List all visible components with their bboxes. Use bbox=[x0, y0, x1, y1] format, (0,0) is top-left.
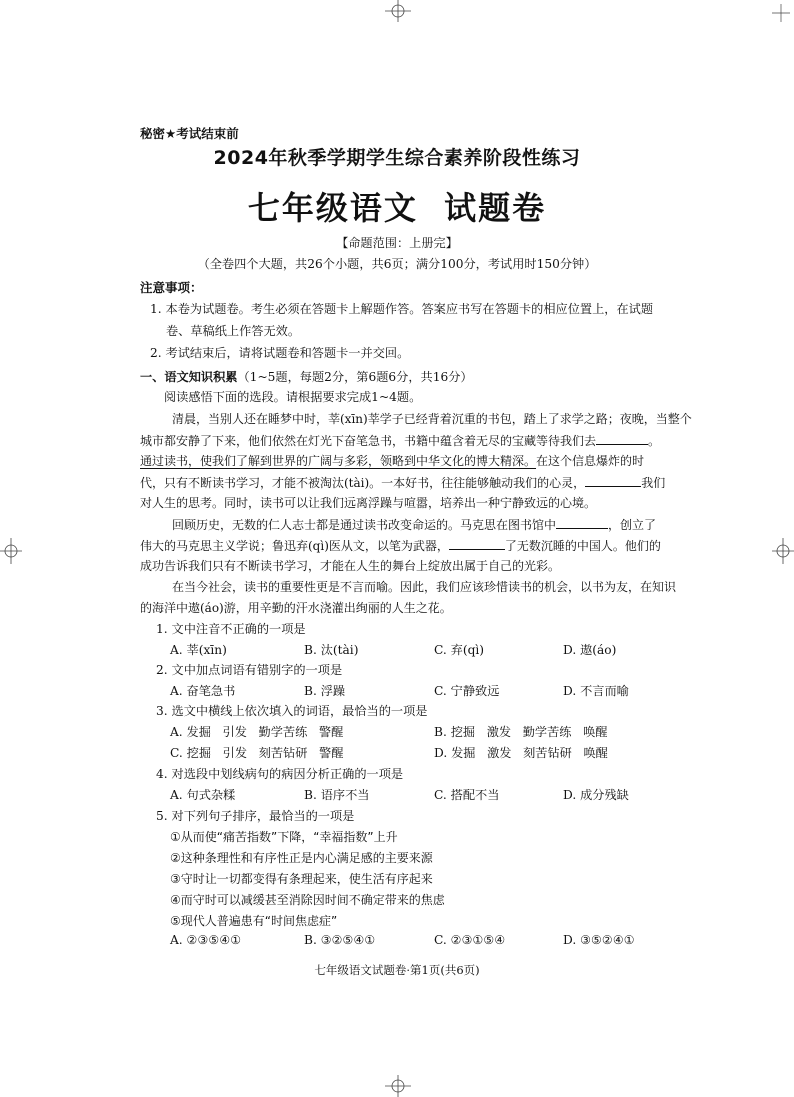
passage-p3-line2: 的海洋中遨(áo)游，用辛勤的汗水浇灌出绚丽的人生之花。 bbox=[140, 601, 452, 615]
paper-title: 七年级语文 试题卷 bbox=[247, 189, 547, 227]
registration-mark-bottom bbox=[385, 1075, 411, 1097]
registration-mark-top bbox=[385, 0, 411, 22]
question-5-options bbox=[170, 933, 660, 953]
section-1-intro: 阅读感悟下面的选段。请根据要求完成1~4题。 bbox=[164, 390, 422, 404]
question-3-options-row2 bbox=[170, 744, 660, 764]
passage-p1-line4: 代，只有不断读书学习，才能不被淘汰(tài)。一本好书，往往能够触动我们的心灵， 我们 bbox=[140, 473, 665, 491]
question-4-options bbox=[170, 786, 660, 806]
q3-option-b[interactable]: B. 挖掘 激发 勤学苦练 唤醒 bbox=[434, 725, 608, 739]
q4-option-c[interactable]: C. 搭配不当 bbox=[434, 788, 500, 802]
q2-option-b[interactable]: B. 浮躁 bbox=[304, 684, 346, 698]
scope-note: 【命题范围：上册完】 bbox=[336, 236, 458, 250]
question-4: 4. 对选段中划线病句的病因分析正确的一项是 bbox=[156, 767, 404, 781]
passage-p2-line2: 伟大的马克思主义学说；鲁迅弃(qì)医从文，以笔为武器， 了无数沉睡的中国人。他们的 bbox=[140, 536, 661, 554]
question-3: 3. 选文中横线上依次填入的词语，最恰当的一项是 bbox=[156, 704, 428, 718]
q5-sentence-5: ⑤现代人普遍患有“时间焦虑症” bbox=[170, 914, 338, 928]
question-3-options-row1 bbox=[170, 723, 660, 743]
question-5: 5. 对下列句子排序，最恰当的一项是 bbox=[156, 809, 355, 823]
q2-option-d[interactable]: D. 不言而喻 bbox=[563, 684, 629, 698]
q4-option-b[interactable]: B. 语序不当 bbox=[304, 788, 370, 802]
q2-option-a[interactable]: A. 奋笔急书 bbox=[170, 684, 236, 698]
question-1-options bbox=[170, 641, 660, 661]
notice-item-1-cont: 卷、草稿纸上作答无效。 bbox=[166, 324, 301, 338]
q5-option-d[interactable]: D. ③⑤②④① bbox=[563, 933, 635, 947]
exam-title: 2024年秋季学期学生综合素养阶段性练习 bbox=[213, 147, 581, 169]
section-1-heading bbox=[140, 368, 473, 385]
blank-3 bbox=[556, 515, 608, 529]
registration-mark-left bbox=[0, 538, 22, 564]
passage-p2-line3: 成功告诉我们只有不断读书学习，才能在人生的舞台上绽放出属于自己的光彩。 bbox=[140, 559, 561, 573]
underlined-sick-sentence: 通过读书，使我们了解到世界的广阔与多彩，领略到中华文化的博大精深。 bbox=[140, 454, 537, 468]
q5-sentence-3: ③守时让一切都变得有条理起来，使生活有序起来 bbox=[170, 872, 433, 886]
q3-option-a[interactable]: A. 发掘 引发 勤学苦练 警醒 bbox=[170, 725, 344, 739]
q4-option-d[interactable]: D. 成分残缺 bbox=[563, 788, 629, 802]
q3-option-c[interactable]: C. 挖掘 引发 刻苦钻研 警醒 bbox=[170, 746, 344, 760]
passage-p1-line5: 对人生的思考。同时，读书可以让我们远离浮躁与喧嚣，培养出一种宁静致远的心境。 bbox=[140, 496, 597, 510]
exam-info: （全卷四个大题，共26个小题，共6页；满分100分，考试用时150分钟） bbox=[197, 257, 597, 271]
blank-2 bbox=[585, 473, 641, 487]
q5-sentence-2: ②这种条理性和有序性正是内心满足感的主要来源 bbox=[170, 851, 433, 865]
question-2: 2. 文中加点词语有错别字的一项是 bbox=[156, 663, 343, 677]
section-1-note: （1~5题，每题2分，第6题6分，共16分） bbox=[237, 370, 473, 384]
secret-label: 秘密★考试结束前 bbox=[140, 126, 239, 141]
q3-option-d[interactable]: D. 发掘 激发 刻苦钻研 唤醒 bbox=[434, 746, 608, 760]
q5-sentence-4: ④而守时可以减缓甚至消除因时间不确定带来的焦虑 bbox=[170, 893, 445, 907]
q1-option-b[interactable]: B. 汰(tài) bbox=[304, 643, 359, 657]
registration-mark-right bbox=[772, 538, 794, 564]
q2-option-c[interactable]: C. 宁静致远 bbox=[434, 684, 500, 698]
passage-p2-line1: 回顾历史，无数的仁人志士都是通过读书改变命运的。马克思在图书馆中 ，创立了 bbox=[172, 515, 656, 533]
notice-item-1: 1. 本卷为试题卷。考生必须在答题卡上解题作答。答案应书写在答题卡的相应位置上，在试题 bbox=[150, 302, 654, 316]
blank-1 bbox=[596, 431, 648, 445]
question-2-options bbox=[170, 682, 660, 702]
q4-option-a[interactable]: A. 句式杂糅 bbox=[170, 788, 236, 802]
passage-p3-line1: 在当今社会，读书的重要性更是不言而喻。因此，我们应该珍惜读书的机会，以书为友，在知识 bbox=[172, 580, 677, 594]
passage-p1-line3: 通过读书，使我们了解到世界的广阔与多彩，领略到中华文化的博大精深。在这个信息爆炸的时 bbox=[140, 454, 645, 468]
q5-option-c[interactable]: C. ②③①⑤④ bbox=[434, 933, 506, 947]
section-1-title: 一、语文知识积累 bbox=[140, 370, 238, 384]
q1-option-a[interactable]: A. 莘(xīn) bbox=[170, 643, 227, 657]
passage-p1-line2: 城市都安静了下来，他们依然在灯光下奋笔急书，书籍中蕴含着无尽的宝藏等待我们去 。 bbox=[140, 431, 660, 449]
q5-sentence-1: ①从而使“痛苦指数”下降，“幸福指数”上升 bbox=[170, 830, 398, 844]
q5-option-b[interactable]: B. ③②⑤④① bbox=[304, 933, 376, 947]
q1-option-c[interactable]: C. 弃(qì) bbox=[434, 643, 485, 657]
page-footer: 七年级语文试题卷·第1页(共6页) bbox=[314, 963, 480, 977]
q1-option-d[interactable]: D. 遨(áo) bbox=[563, 643, 617, 657]
corner-crop-mark bbox=[772, 4, 790, 22]
passage-p1-line1: 清晨，当别人还在睡梦中时，莘(xīn)莘学子已经背着沉重的书包，踏上了求学之路；夜晚，当整个 bbox=[172, 412, 692, 426]
blank-4 bbox=[449, 536, 505, 550]
question-1: 1. 文中注音不正确的一项是 bbox=[156, 622, 306, 636]
notice-title: 注意事项： bbox=[140, 280, 203, 295]
q5-option-a[interactable]: A. ②③⑤④① bbox=[170, 933, 242, 947]
notice-item-2: 2. 考试结束后，请将试题卷和答题卡一并交回。 bbox=[150, 346, 410, 360]
